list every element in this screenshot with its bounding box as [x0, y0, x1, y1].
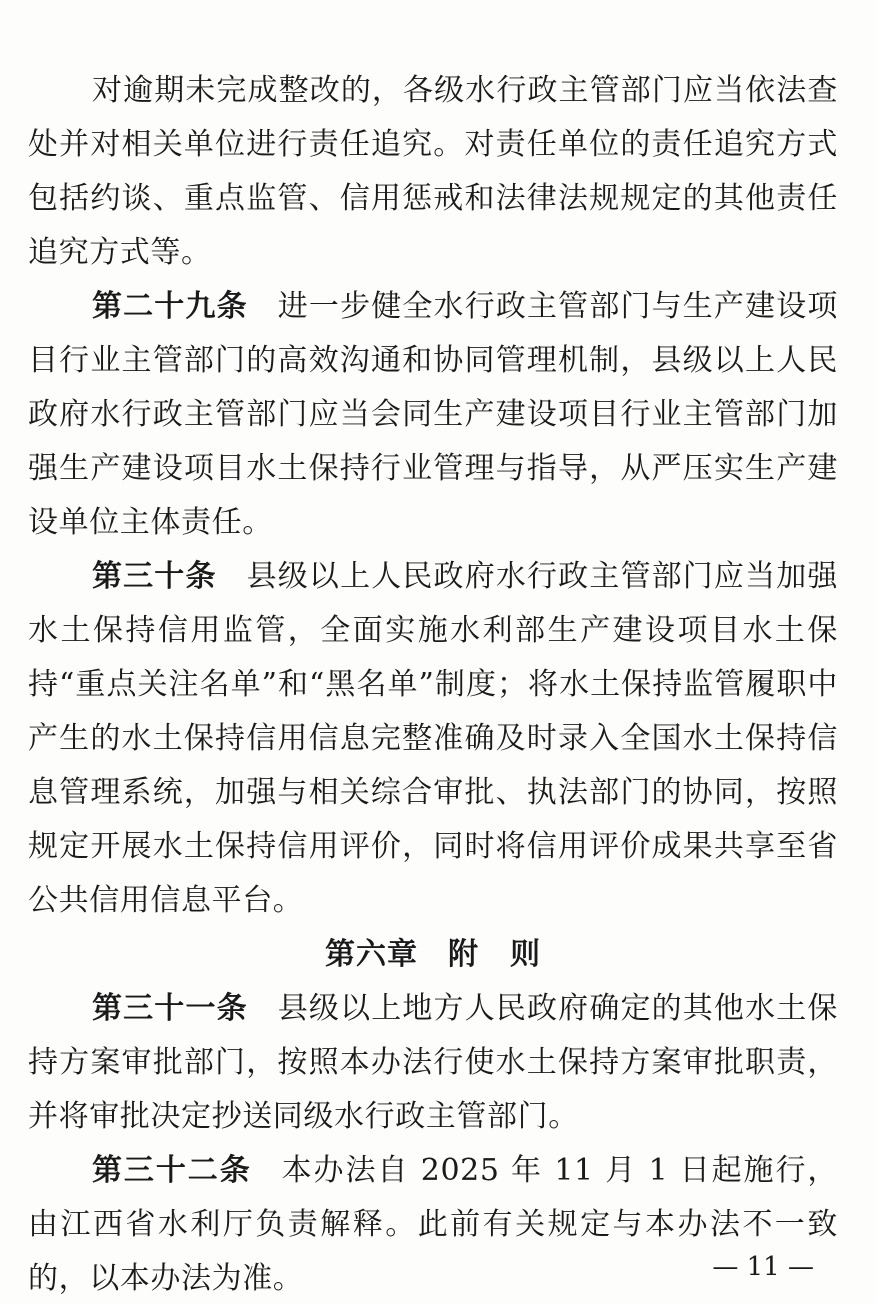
article-number: 第三十二条 — [92, 1153, 252, 1188]
article-text: 县级以上地方人民政府确定的其他水土保持方案审批部门，按照本办法行使水土保持方案审批职责，并将审批决定抄送同级水行政主管部门。 — [28, 991, 838, 1134]
article-number: 第三十条 — [92, 559, 217, 594]
article-number: 第三十一条 — [92, 991, 248, 1026]
article-text: 县级以上人民政府水行政主管部门应当加强水土保持信用监管，全面实施水利部生产建设项目水土保持“重点关注名单”和“黑名单”制度；将水土保持监管履职中产生的水土保持信用信息完整准确及时录入全国水土保持信息管理系统，加强与相关综合审批、执法部门的协同，按照规定开展水土保持信用评价，同时将信用评价成果共享至省公共信用信息平台。 — [28, 559, 838, 918]
chapter-heading — [28, 928, 838, 982]
chapter-title: 附 则 — [448, 937, 541, 972]
article-text: 本办法自 2025 年 11 月 1 日起施行，由江西省水利厅负责解释。此前有关规定与本办法不一致的，以本办法为准。 — [28, 1153, 839, 1296]
paragraph-text: 对逾期未完成整改的，各级水行政主管部门应当依法查处并对相关单位进行责任追究。对责任单位的责任追究方式包括约谈、重点监管、信用惩戒和法律法规规定的其他责任追究方式等。 — [28, 73, 838, 270]
article-text: 进一步健全水行政主管部门与生产建设项目行业主管部门的高效沟通和协同管理机制，县级以上人民政府水行政主管部门应当会同生产建设项目行业主管部门加强生产建设项目水土保持行业管理与指导，从严压实生产建设单位主体责任。 — [28, 289, 838, 540]
chapter-number: 第六章 — [325, 937, 418, 972]
article-31 — [28, 982, 838, 1144]
article-29 — [28, 280, 838, 550]
article-number: 第二十九条 — [92, 289, 248, 324]
article-30 — [28, 550, 838, 928]
paragraph-rectification — [28, 64, 838, 280]
page-number: — 11 — — [712, 1252, 814, 1282]
